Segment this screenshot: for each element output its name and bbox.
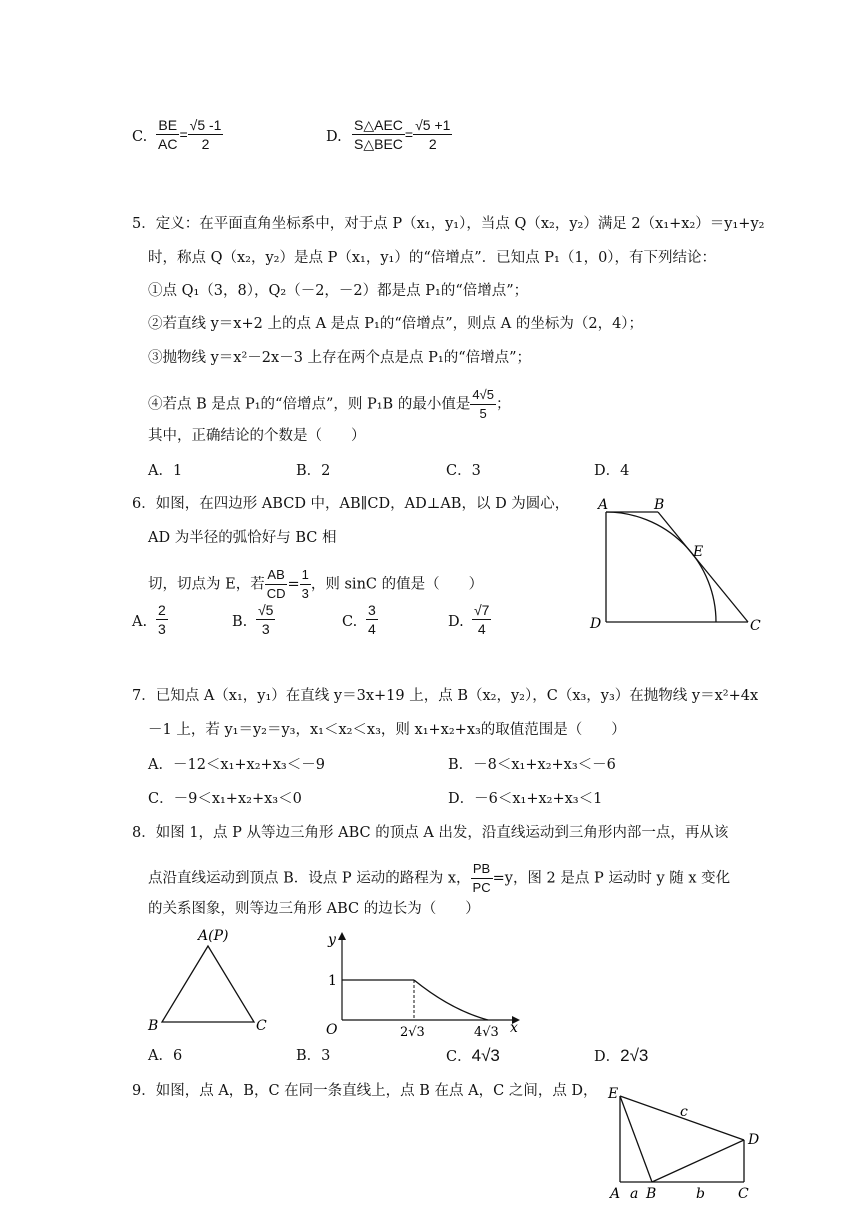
q6-option-b-label: B. (232, 614, 248, 630)
q6-optc-den: 4 (368, 621, 376, 637)
q8-ratio-eq: =y (492, 870, 513, 887)
q8-fig2-curve (414, 980, 488, 1020)
q6-option-c (366, 601, 378, 638)
q8-ratio-den: PC (472, 880, 491, 895)
q4-optd-rden: 2 (428, 136, 437, 152)
q6-option-a (156, 601, 168, 638)
q6-ratio-eq: = (287, 576, 300, 593)
q6-line1: 6．如图，在四边形 ABCD 中，AB∥CD，AD⊥AB，以 D 为圆心， (132, 496, 570, 512)
q4-option-d-label: D. (326, 129, 342, 145)
q8-fig1-label-b: B (148, 1018, 159, 1034)
q5-option-b: B．2 (296, 463, 331, 479)
q4-optc-num: BE (156, 116, 179, 135)
q6-option-d-label: D. (448, 614, 464, 630)
q6-optc-num: 3 (368, 602, 376, 618)
q6-fig-segment-bc (658, 512, 748, 622)
q6-ratio-rnum: 1 (300, 566, 311, 585)
q8-fig1-triangle (162, 946, 254, 1022)
q9-fig-label-c-lower: c (680, 1104, 688, 1120)
q8-fig2-label-x: x (510, 1020, 518, 1036)
q7-line2: －1 上，若 y₁＝y₂＝y₃，x₁＜x₂＜x₃，则 x₁+x₂+x₃的取值范围是（ ） (148, 722, 626, 738)
q8-option-a: A．6 (148, 1048, 183, 1064)
q7-line1: 7．已知点 A（x₁，y₁）在直线 y＝3x+19 上，点 B（x₂，y₂），C（x₃，y₃）在抛物线 y＝x²+4x (132, 688, 759, 704)
q5-item4-num: 4√5 (470, 386, 496, 405)
q5-item4-pre: ④若点 B 是点 P₁的“倍增点”，则 P₁B 的最小值是 (148, 396, 471, 413)
q6-option-d (472, 601, 491, 638)
q7-option-d: D．－6＜x₁+x₂+x₃＜1 (448, 791, 603, 807)
q5-option-c: C．3 (446, 463, 481, 479)
q6-fig-arc (606, 512, 716, 622)
q6-figure (584, 494, 774, 634)
q5-option-a: A．1 (148, 463, 183, 479)
q5-item4-den: 5 (479, 406, 487, 421)
q5-line2: 时，称点 Q（x₂，y₂）是点 P（x₁，y₁）的“倍增点”．已知点 P₁（1，0），有下列结论： (148, 250, 717, 266)
q9-line1: 9．如图，点 A，B，C 在同一条直线上，点 B 在点 A，C 之间，点 D， (132, 1083, 598, 1099)
q6-option-c-label: C. (342, 614, 358, 630)
q4-optc-den: AC (158, 136, 178, 152)
q8-line2-post: ，图 2 是点 P 运动时 y 随 x 变化 (512, 870, 731, 887)
q8-option-c (446, 1046, 500, 1067)
q6-line3 (148, 566, 483, 603)
q9-fig-label-a: A (610, 1186, 621, 1202)
q8-option-b: B．3 (296, 1048, 331, 1064)
q8-fig2-label-x2: 4√3 (474, 1025, 499, 1038)
q6-optd-den: 4 (477, 621, 486, 637)
q4-optd-eq: = (404, 126, 414, 143)
q7-option-b: B．－8＜x₁+x₂+x₃＜－6 (448, 757, 616, 773)
q6-fig-label-c: C (750, 618, 761, 634)
q8-fig2-label-one: 1 (328, 973, 337, 989)
q6-fig-label-d: D (590, 616, 602, 632)
q8-ratio-num: PB (471, 860, 493, 879)
q6-fig-label-e: E (693, 544, 704, 560)
q6-option-a-label: A. (132, 614, 148, 630)
q8-fig2-y-arrow (338, 932, 346, 940)
q8-figure-1 (140, 922, 280, 1034)
q8-fig1-label-c: C (256, 1018, 267, 1034)
q6-option-b (256, 601, 275, 638)
q5-option-d: D．4 (594, 463, 630, 479)
q9-fig-label-b: B (646, 1186, 657, 1202)
q6-ratio-num: AB (265, 566, 288, 585)
q9-fig-label-c: C (738, 1186, 749, 1202)
q6-optb-num: √5 (258, 602, 274, 618)
q8-fig2-label-y: y (328, 932, 336, 948)
q8-fig2-label-x1: 2√3 (400, 1025, 425, 1038)
q8-option-d (594, 1046, 648, 1067)
q4-optc-eq: = (179, 126, 188, 143)
q8-option-d-value: 2√3 (620, 1046, 649, 1065)
q5-item2: ②若直线 y＝x+2 上的点 A 是点 P₁的“倍增点”，则点 A 的坐标为（2，4）； (148, 316, 644, 332)
q7-option-c: C．－9＜x₁+x₂+x₃＜0 (148, 791, 302, 807)
q9-fig-segment-eb (620, 1096, 652, 1182)
q6-line3-post: ，则 sinC 的值是（ ） (310, 576, 484, 593)
q4-optc-rden: 2 (201, 136, 210, 152)
q8-option-c-value: 4√3 (471, 1046, 500, 1065)
q5-item4-post: ； (495, 396, 511, 413)
q8-line1: 8．如图 1，点 P 从等边三角形 ABC 的顶点 A 出发，沿直线运动到三角形内部一点，再从该 (132, 825, 729, 841)
q9-fig-segment-bd (652, 1140, 744, 1182)
q8-line2-pre: 点沿直线运动到顶点 B．设点 P 运动的路程为 x， (148, 870, 471, 887)
q6-ratio-den: CD (266, 586, 286, 601)
q4-option-d (352, 116, 452, 153)
q5-item1: ①点 Q₁（3，8），Q₂（－2，－2）都是点 P₁的“倍增点”； (148, 283, 529, 299)
q4-option-c-label: C. (132, 129, 148, 145)
q6-fig-label-b: B (654, 497, 665, 513)
q9-fig-label-b-lower: b (696, 1186, 705, 1202)
q6-line2: AD 为半径的弧恰好与 BC 相 (148, 530, 337, 546)
q5-question: 其中，正确结论的个数是（ ） (148, 428, 366, 444)
q8-fig2-label-origin: O (326, 1022, 338, 1038)
q9-figure (598, 1082, 768, 1212)
q6-ratio-rden: 3 (301, 586, 309, 601)
q9-fig-label-e: E (608, 1086, 619, 1102)
q6-optb-den: 3 (261, 621, 270, 637)
q6-line3-pre: 切，切点为 E，若 (148, 576, 265, 593)
q5-item3: ③抛物线 y＝x²－2x－3 上存在两个点是点 P₁的“倍增点”； (148, 350, 532, 366)
q8-line3: 的关系图象，则等边三角形 ABC 的边长为（ ） (148, 901, 480, 917)
q4-optd-rnum: √5 +1 (415, 117, 451, 133)
q9-fig-label-a-lower: a (630, 1186, 639, 1202)
q9-fig-label-d: D (748, 1132, 760, 1148)
q4-optd-den: S△BEC (354, 136, 403, 152)
q8-line2 (148, 860, 730, 897)
q8-option-d-label: D． (594, 1049, 621, 1065)
q7-option-a: A．－12＜x₁+x₂+x₃＜－9 (148, 757, 325, 773)
q5-item4 (148, 386, 510, 423)
q4-option-c (156, 116, 223, 153)
q8-figure-2 (316, 926, 532, 1038)
q6-opta-num: 2 (158, 602, 166, 618)
q6-fig-label-a: A (598, 497, 609, 513)
q5-line1: 5．定义：在平面直角坐标系中，对于点 P（x₁，y₁），当点 Q（x₂，y₂）满足 2（x₁+x₂）＝y₁+y₂ (132, 216, 765, 232)
q4-optd-num: S△AEC (354, 117, 403, 133)
q6-optd-num: √7 (474, 602, 490, 618)
q8-fig1-label-a: A(P) (198, 928, 229, 944)
q6-opta-den: 3 (158, 621, 166, 637)
q8-option-c-label: C． (446, 1049, 472, 1065)
q4-optc-rnum: √5 -1 (189, 117, 222, 133)
